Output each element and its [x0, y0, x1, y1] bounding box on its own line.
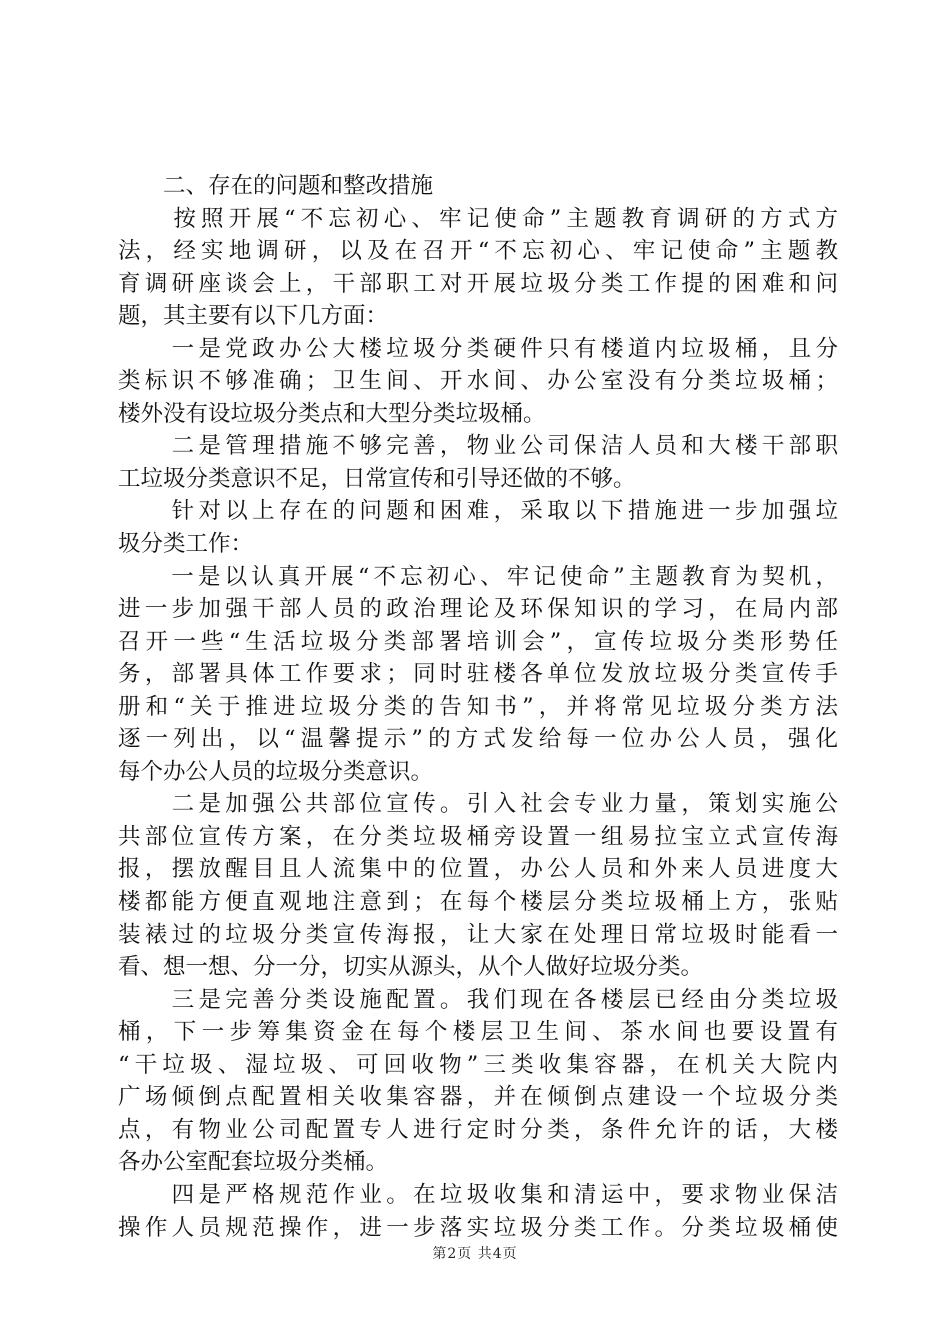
- text-line: 共部位宣传方案，在分类垃圾桶旁设置一组易拉宝立式宣传海: [118, 823, 838, 850]
- text-line: 二、存在的问题和整改措施: [118, 173, 434, 199]
- text-line: 三是完善分类设施配置。我们现在各楼层已经由分类垃圾: [118, 986, 838, 1013]
- text-line: 一是党政办公大楼垃圾分类硬件只有楼道内垃圾桶，且分: [118, 335, 838, 362]
- text-line: 按照开展“不忘初心、牢记使命”主题教育调研的方式方: [118, 205, 838, 232]
- text-line: 题，其主要有以下几方面：: [118, 303, 389, 330]
- text-line: 法，经实地调研，以及在召开“不忘初心、牢记使命”主题教: [118, 238, 838, 265]
- text-line: 册和“关于推进垃圾分类的告知书”，并将常见垃圾分类方法: [118, 693, 838, 720]
- text-line: 二是管理措施不够完善，物业公司保洁人员和大楼干部职: [118, 433, 838, 460]
- text-line: “干垃圾、湿垃圾、可回收物”三类收集容器，在机关大院内: [118, 1051, 838, 1078]
- text-line: 二是加强公共部位宣传。引入社会专业力量，策划实施公: [118, 791, 838, 818]
- text-line: 一是以认真开展“不忘初心、牢记使命”主题教育为契机，: [118, 563, 838, 590]
- text-line: 务，部署具体工作要求；同时驻楼各单位发放垃圾分类宣传手: [118, 661, 838, 688]
- text-line: 逐一列出，以“温馨提示”的方式发给每一位办公人员，强化: [118, 726, 838, 753]
- text-line: 装裱过的垃圾分类宣传海报，让大家在处理日常垃圾时能看一: [118, 921, 838, 948]
- text-line: 点，有物业公司配置专人进行定时分类，条件允许的话，大楼: [118, 1116, 838, 1143]
- text-line: 类标识不够准确；卫生间、开水间、办公室没有分类垃圾桶；: [118, 368, 838, 395]
- text-line: 操作人员规范操作，进一步落实垃圾分类工作。分类垃圾桶使: [118, 1214, 838, 1241]
- text-line: 报，摆放醒目且人流集中的位置，办公人员和外来人员进度大: [118, 856, 838, 883]
- text-line: 每个办公人员的垃圾分类意识。: [118, 758, 434, 785]
- text-line: 桶，下一步筹集资金在每个楼层卫生间、茶水间也要设置有: [118, 1019, 838, 1046]
- text-line: 育调研座谈会上，干部职工对开展垃圾分类工作提的困难和问: [118, 270, 838, 297]
- text-line: 圾分类工作：: [118, 531, 254, 558]
- text-line: 各办公室配套垃圾分类桶。: [118, 1149, 389, 1176]
- text-line: 针对以上存在的问题和困难，采取以下措施进一步加强垃: [118, 498, 838, 525]
- text-line: 广场倾倒点配置相关收集容器，并在倾倒点建设一个垃圾分类: [118, 1084, 838, 1111]
- text-line: 四是严格规范作业。在垃圾收集和清运中，要求物业保洁: [118, 1181, 838, 1208]
- text-line: 楼都能方便直观地注意到；在每个楼层分类垃圾桶上方，张贴: [118, 889, 838, 916]
- text-line: 召开一些“生活垃圾分类部署培训会”，宣传垃圾分类形势任: [118, 628, 838, 655]
- document-body: [118, 170, 838, 1244]
- text-line: 楼外没有设垃圾分类点和大型分类垃圾桶。: [118, 400, 546, 427]
- page-number-footer: 第2页 共4页: [432, 1246, 518, 1262]
- text-line: 进一步加强干部人员的政治理论及环保知识的学习，在局内部: [118, 596, 838, 623]
- text-line: 看、想一想、分一分，切实从源头，从个人做好垃圾分类。: [118, 954, 704, 981]
- text-line: 工垃圾分类意识不足，日常宣传和引导还做的不够。: [118, 465, 636, 492]
